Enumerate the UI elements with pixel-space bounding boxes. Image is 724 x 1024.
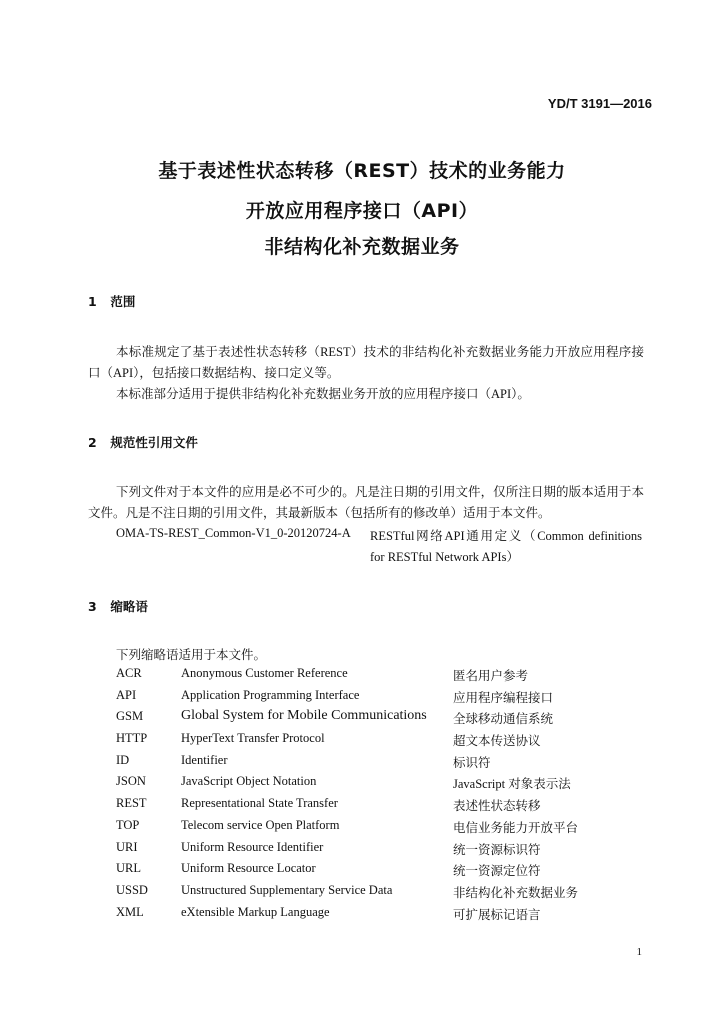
section-heading-scope xyxy=(88,292,135,310)
abbreviation: GSM xyxy=(116,709,144,724)
abbreviation-english: eXtensible Markup Language xyxy=(181,904,330,919)
abbreviation-chinese: JavaScript 对象表示法 xyxy=(453,777,571,792)
document-title-line-2: 开放应用程序接口（API） xyxy=(245,200,479,222)
scope-paragraph-1: 本标准规定了基于表述性状态转移（REST）技术的非结构化补充数据业务能力开放应用程序接口（API），包括接口数据结构、接口定义等。 xyxy=(88,345,644,380)
abbreviation-chinese: 标识符 xyxy=(453,755,491,770)
abbreviation-english: JavaScript Object Notation xyxy=(181,774,317,789)
document-title-line-1: 基于表述性状态转移（REST）技术的业务能力 xyxy=(158,160,566,182)
section-title: 缩略语 xyxy=(110,599,148,614)
abbreviation-chinese: 可扩展标记语言 xyxy=(453,907,541,922)
abbreviation-chinese: 统一资源定位符 xyxy=(453,864,541,879)
abbreviation-english: Application Programming Interface xyxy=(181,687,360,702)
abbreviation-english: Anonymous Customer Reference xyxy=(181,666,348,680)
section-number: 1 xyxy=(88,294,97,309)
abbreviation: REST xyxy=(116,796,147,811)
abbreviations-intro: 下列缩略语适用于本文件。 xyxy=(116,648,267,662)
abbreviation: XML xyxy=(116,904,144,919)
abbreviation: ID xyxy=(116,752,130,767)
abbreviation-chinese: 全球移动通信系统 xyxy=(453,712,554,727)
abbreviation: ACR xyxy=(116,666,142,680)
abbreviation-chinese: 电信业务能力开放平台 xyxy=(453,820,579,835)
abbreviation-english: Identifier xyxy=(181,752,228,767)
abbreviation-chinese: 非结构化补充数据业务 xyxy=(453,885,579,900)
abbreviation-english: Telecom service Open Platform xyxy=(181,817,340,832)
abbreviation: USSD xyxy=(116,882,148,897)
reference-id: OMA-TS-REST_Common-V1_0-20120724-A xyxy=(116,526,351,540)
section-heading-normative-references xyxy=(88,433,198,451)
references-intro: 下列文件对于本文件的应用是必不可少的。凡是注日期的引用文件，仅所注日期的版本适用于本文件。凡是不注日期的引用文件，其最新版本（包括所有的修改单）适用于本文件。 xyxy=(88,485,644,520)
section-title: 范围 xyxy=(110,294,136,309)
page-number: 1 xyxy=(636,946,642,958)
abbreviation: TOP xyxy=(116,817,140,832)
abbreviation: URL xyxy=(116,861,141,876)
abbreviation: JSON xyxy=(116,774,146,789)
section-heading-abbreviations xyxy=(88,597,148,615)
abbreviation-chinese: 统一资源标识符 xyxy=(453,842,541,857)
abbreviation-chinese: 匿名用户参考 xyxy=(453,669,529,683)
abbreviation-english: Global System for Mobile Communications xyxy=(181,708,427,724)
standard-number: YD/T 3191—2016 xyxy=(547,96,652,111)
abbreviation-english: Uniform Resource Locator xyxy=(181,861,316,876)
abbreviation-chinese: 应用程序编程接口 xyxy=(453,690,554,705)
abbreviation-english: Uniform Resource Identifier xyxy=(181,839,324,854)
abbreviation-english: Representational State Transfer xyxy=(181,796,338,811)
abbreviation: URI xyxy=(116,839,138,854)
reference-description: RESTful网络API通用定义（Common definitions for RESTful Network APIs） xyxy=(370,529,642,564)
abbreviation-chinese: 超文本传送协议 xyxy=(453,734,541,749)
section-number: 2 xyxy=(88,435,97,450)
section-number: 3 xyxy=(88,599,97,614)
abbreviation-english: HyperText Transfer Protocol xyxy=(181,731,325,746)
abbreviation-english: Unstructured Supplementary Service Data xyxy=(181,882,393,897)
scope-paragraph-2: 本标准部分适用于提供非结构化补充数据业务开放的应用程序接口（API）。 xyxy=(116,387,530,401)
section-title: 规范性引用文件 xyxy=(110,435,198,450)
abbreviation: API xyxy=(116,687,137,702)
abbreviation-chinese: 表述性状态转移 xyxy=(453,799,541,814)
document-title-line-3: 非结构化补充数据业务 xyxy=(264,236,460,258)
abbreviation: HTTP xyxy=(116,731,148,746)
